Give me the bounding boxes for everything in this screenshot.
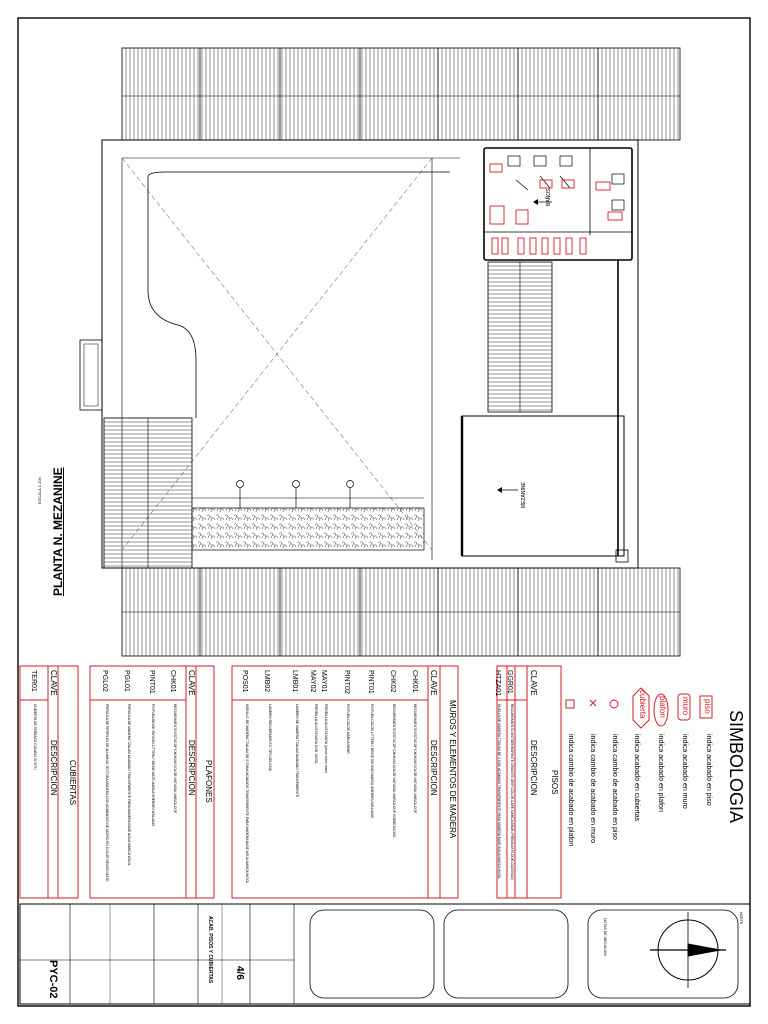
finish-tables: [20, 666, 712, 898]
plafones-row-clave: PGL01: [123, 670, 130, 692]
sheet-code: PYC-02: [47, 960, 59, 999]
muros-row-clave: PINT01: [367, 670, 374, 694]
plan-scale: ESCALA 1:100: [37, 477, 42, 504]
plafones-row-desc: RECUBRIMIENTO ESTUCOP CHUKUM COLOR NATURAL MARCA COP: [173, 704, 177, 814]
plafones-row-desc: PINTURA BEIGE SW 6080 LITTERLY BEIGE MATE MARCA SHERWIN WILLIAMS: [151, 704, 155, 827]
legend-symbol-muro: muro: [681, 697, 690, 716]
cubiertas-col-clave: CLAVE: [49, 670, 58, 696]
plafones-row-clave: PINT01: [148, 670, 155, 694]
curved-walkway: [148, 176, 196, 418]
legend-text-plafon: indica acabado en plafon: [657, 734, 664, 812]
legend-text-cambio-piso: indica cambio de acabado en piso: [611, 734, 618, 840]
legend-symbol-piso: piso: [703, 699, 712, 714]
plafones-row-clave: CHK01: [169, 670, 176, 693]
plafones-col-clave: CLAVE: [187, 670, 196, 696]
muros-row-desc: RECUBRIMIENTO ESTUCOP CHUKUM COLOR NATURAL MARCA COP SOBRE BLOCK: [392, 704, 396, 838]
muros-row-desc: PIEDRA LAJA LISTA MAYA CON JUNTA: [314, 704, 318, 764]
legend-text-muro: indica acabado en muro: [681, 734, 688, 809]
pisos-col-clave: CLAVE: [529, 670, 538, 696]
plafones-row-clave: PGL02: [101, 670, 108, 692]
title-block: [20, 904, 750, 1004]
label-banos: BAÑOS: [546, 188, 552, 206]
muros-title: MUROS Y ELEMENTOS DE MADERA: [448, 700, 457, 839]
north-label: NORTE: [739, 912, 743, 925]
muros-row-clave: PINT02: [343, 670, 350, 694]
floor-plan: [80, 48, 680, 656]
bottom-louver-roof: [122, 568, 680, 656]
legend-text-cubierta: indica acabado en cubiertas: [633, 734, 640, 822]
pisos-row-clave: GGR01: [506, 670, 513, 694]
plafones-row-desc: PERGOLA DE PERFILES DE ALUMINIO TEXTURA MADERA CON ACABADOS DE ACERO EN COLOR NEGRO MATE: [105, 704, 109, 882]
plafones-title: PLAFONES: [204, 760, 213, 803]
legend-symbol-cubierta: cubierta: [638, 690, 647, 719]
planter: [192, 508, 424, 550]
pisos-row-clave: HTZA01: [494, 670, 501, 697]
plan-title: PLANTA N. MEZANINE: [51, 467, 65, 596]
muros-row-clave: CHK01: [411, 670, 418, 693]
cubiertas-row-desc: CUBIERTA DE TERRAZO COLADO IN SITU: [33, 704, 37, 770]
legend-title: SIMBOLOGIA: [726, 710, 746, 824]
top-louver-roof: [122, 48, 680, 140]
muros-row-clave: LMB02: [263, 670, 270, 693]
left-annex: [80, 340, 102, 410]
muros-row-clave: LMB01: [291, 670, 298, 693]
legend-symbol-plafon: plafon: [658, 696, 667, 718]
muros-col-clave: CLAVE: [429, 670, 438, 696]
plafones-col-desc: DESCRIPCION: [187, 740, 196, 796]
muros-row-desc: MORILLO DE MADERA TZALAM DE 6" DIAM ACABADO TRANSPARENTE PARA MADERA BASE AGUA MARCA WOOL: [245, 704, 249, 884]
muros-row-clave: POS01: [241, 670, 248, 693]
muros-row-desc: LAMBRIN RECUBRIMIENTO TIPO CELOSIA: [268, 704, 272, 771]
muros-row-desc: RECUBRIMIENTO ESTUCOP CHUKUM COLOR NATURAL MARCA COP: [413, 704, 417, 814]
muros-row-clave: MAY01: [320, 670, 327, 693]
pisos-col-desc: DESCRIPCION: [529, 740, 538, 796]
sheet-number: 4/6: [234, 966, 245, 980]
light-poles: [237, 481, 354, 509]
project-name: ACAB. PISOS Y CUBIERTAS: [207, 916, 213, 984]
muros-row-desc: LAMBRIN DE MADERA TZALAM ACABADO TRANSPARENTE: [295, 704, 299, 798]
pisos-row-desc: RECUBRIMIENTO ANTIDERRAPANTE GRANITE GRIP COLOR CAFE MARCA BEAR (PREMIUM FLOOR COATINGS): [510, 704, 514, 881]
pisos-title: PISOS: [550, 770, 559, 795]
muros-row-clave: CHK02: [389, 670, 396, 693]
pisos-row-desc: HUELLA DE MADERA TZALAM DE 2 CMS ACABADO TRANSPARENTE PARA MADERA BASE AGUA MARCA WOOL: [497, 704, 501, 880]
legend-text-piso: indica acabado en piso: [705, 734, 712, 806]
cubiertas-row-clave: TER01: [30, 670, 37, 692]
notes-label: NOTAS DE UBICACION: [603, 918, 607, 957]
muros-col-desc: DESCRIPCION: [429, 740, 438, 796]
cubiertas-title: CUBIERTAS: [68, 760, 77, 806]
plafones-row-desc: PERGOLA DE MADERA TZALAM ACABADO TRANSPARENTE PARA MADERA BASE AGUA MARCA WOOL: [127, 704, 131, 866]
muros-row-desc: PINTURA COLOR MARCA BEHR: [346, 704, 350, 754]
label-mezanine: MEZANINE: [521, 482, 527, 508]
muros-row-desc: PINTURA COLOR LITTERLY BEIGE SW 6080 MARCA SHERWIN WILLIAMS: [370, 704, 374, 819]
muros-row-clave: MAY02: [309, 670, 316, 693]
legend-text-cambio-muro: indica cambio de acabado en muro: [589, 734, 596, 843]
bathrooms-block: [484, 148, 632, 260]
cubiertas-col-desc: DESCRIPCION: [49, 740, 58, 796]
muros-row-desc: PIEDRA LAJA LISTA MAYA (precio sobre base): [324, 704, 328, 774]
legend-text-cambio-plafon: indica cambio de acabado en plafon: [567, 734, 574, 847]
